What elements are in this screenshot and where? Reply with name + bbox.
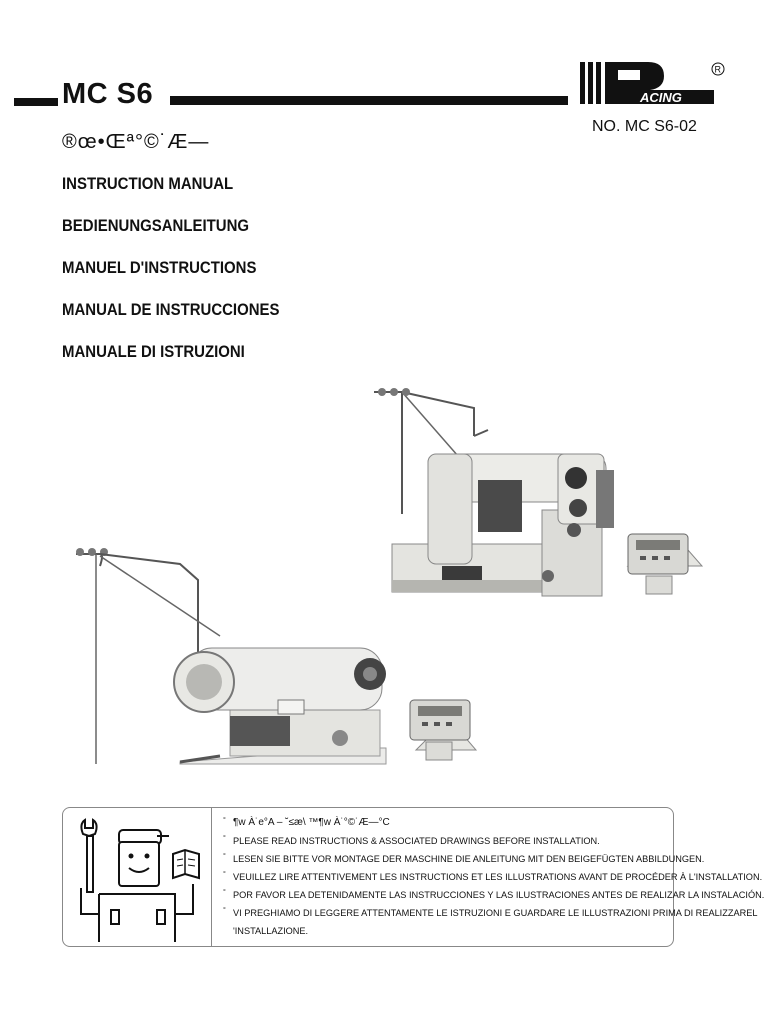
notice-divider (211, 808, 212, 946)
mechanic-mascot-icon (71, 814, 203, 944)
notice-line-it-continued: 'INSTALLAZIONE. (233, 926, 309, 936)
notice-heading: ° ¶w À˙e°A – ˘≤æ\ ™¶w À˙°©˙Æ—°C (223, 814, 671, 832)
header-rule-left (14, 98, 58, 106)
document-number: NO. MC S6-02 (592, 118, 697, 135)
notice-line-fr: ° VEUILLEZ LIRE ATTENTIVEMENT LES INSTRUCTIONS ET LES ILLUSTRATIONS AVANT DE PROCÉDER À L'INSTALLATION. (223, 868, 671, 886)
notice-text (223, 814, 765, 940)
manual-title-fr: MANUEL D'INSTRUCTIONS (62, 258, 257, 277)
manual-title-en: INSTRUCTION MANUAL (62, 174, 234, 193)
notice-line-it: ° VI PREGHIAMO DI LEGGERE ATTENTAMENTE LE ISTRUZIONI E GUARDARE LE ILLUSTRAZIONI PRIMA DI REALIZZAREL (223, 904, 671, 922)
bullet-icon: ° (223, 871, 226, 878)
notice-line-en: ° PLEASE READ INSTRUCTIONS & ASSOCIATED DRAWINGS BEFORE INSTALLATION. (223, 832, 671, 850)
manual-title-it: MANUALE DI ISTRUZIONI (62, 342, 245, 361)
model-title: MC S6 (62, 78, 154, 110)
manual-title-es: MANUAL DE INSTRUCCIONES (62, 300, 280, 319)
header-rule (170, 96, 568, 105)
bullet-icon: ° (223, 817, 226, 824)
racing-logo (578, 60, 728, 108)
installation-notice-box (62, 807, 765, 947)
localized-title: ®œ•Œª°©˙Æ— (62, 131, 210, 153)
manual-title-list (62, 172, 309, 382)
svg-text:R: R (714, 64, 721, 75)
notice-line-de: ° LESEN SIE BITTE VOR MONTAGE DER MASCHINE DIE ANLEITUNG MIT DEN BEIGEFÜGTEN ABBILDUNGEN. (223, 850, 671, 868)
bullet-icon: ° (223, 889, 226, 896)
bullet-icon: ° (223, 907, 226, 914)
svg-text:ACING: ACING (640, 90, 682, 105)
flat-bed-machine-photo (70, 540, 480, 780)
notice-line-es: ° POR FAVOR LEA DETENIDAMENTE LAS INSTRUCCIONES Y LAS ILUSTRACIONES ANTES DE REALIZAR LA INSTALACIÓN. (223, 886, 671, 904)
manual-title-de: BEDIENUNGSANLEITUNG (62, 216, 250, 235)
bullet-icon: ° (223, 835, 226, 842)
bullet-icon: ° (223, 853, 226, 860)
